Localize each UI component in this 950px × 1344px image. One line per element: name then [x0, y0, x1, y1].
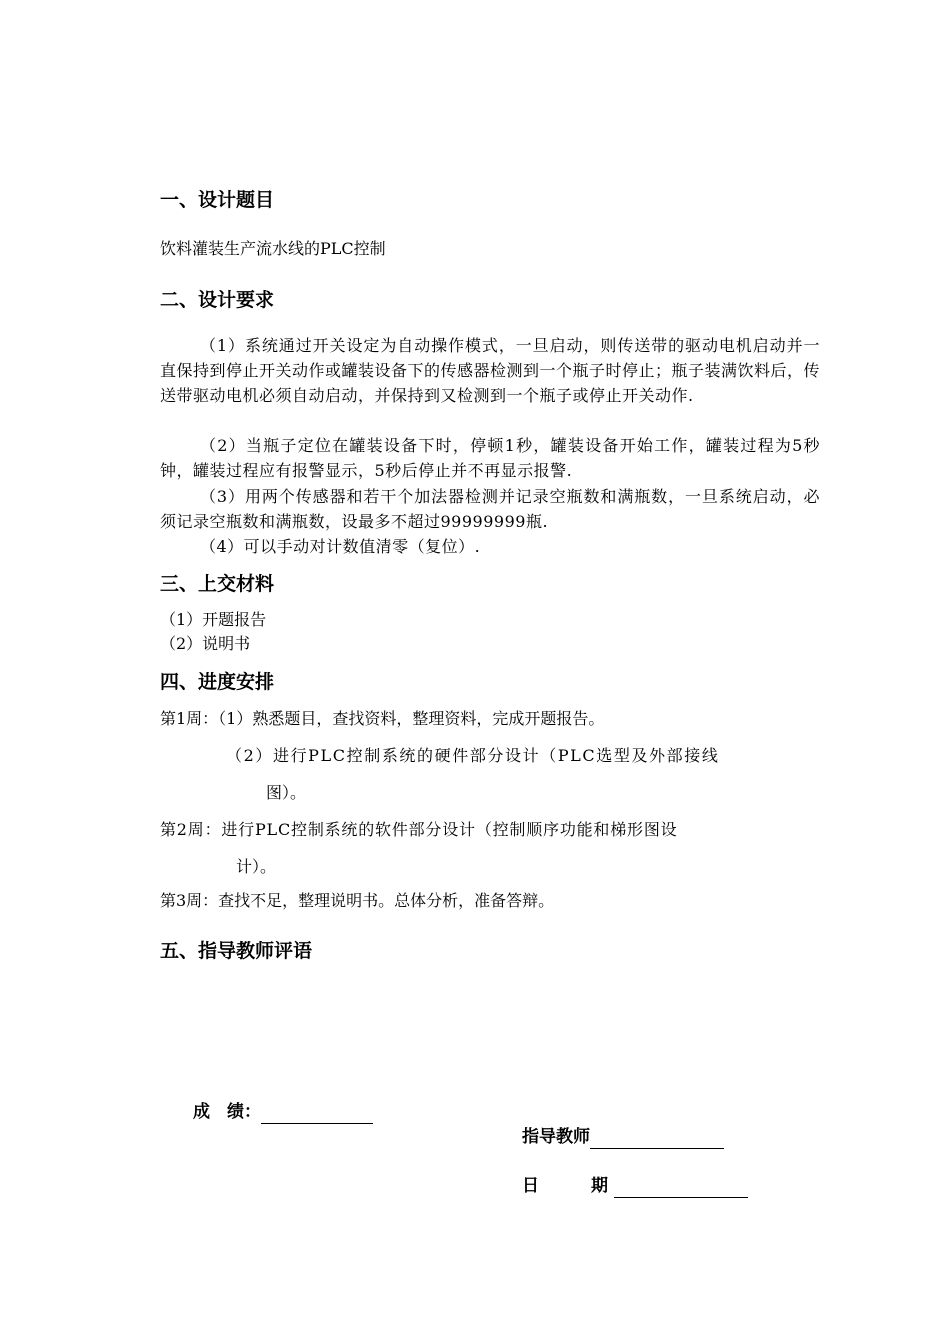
schedule-week-2-cont: 计）。 [236, 857, 277, 876]
date-blank-line [614, 1177, 748, 1198]
requirement-4: （4）可以手动对计数值清零（复位）. [200, 537, 481, 556]
section-4-heading: 四、进度安排 [160, 671, 275, 693]
grade-field [193, 1100, 373, 1124]
advisor-blank-line [590, 1128, 724, 1149]
schedule-week-2: 第2周：进行PLC控制系统的软件部分设计（控制顺序功能和梯形图设 [160, 820, 678, 839]
advisor-label: 指导教师 [522, 1127, 590, 1147]
date-label: 日 期 [522, 1176, 614, 1196]
grade-blank-line [261, 1103, 373, 1124]
requirement-1: （1）系统通过开关设定为自动操作模式，一旦启动，则传送带的驱动电机启动并一直保持到停止开关动作或罐装设备下的传感器检测到一个瓶子时停止；瓶子装满饮料后，传送带驱动电机必须自动启动，并保持到又检测到一个瓶子或停止开关动作. [160, 336, 821, 405]
date-field [522, 1174, 748, 1198]
schedule-week-1: 第1周：（1）熟悉题目，查找资料，整理资料，完成开题报告。 [160, 709, 605, 728]
schedule-week-1-item-2-cont: 图）。 [266, 783, 307, 802]
schedule-week-3: 第3周：查找不足，整理说明书。总体分析，准备答辩。 [160, 891, 555, 910]
material-item-1: （1）开题报告 [160, 610, 267, 629]
requirement-3: （3）用两个传感器和若干个加法器检测并记录空瓶数和满瓶数，一旦系统启动，必须记录空瓶数和满瓶数，设最多不超过99999999瓶. [160, 487, 820, 531]
grade-label: 成 绩： [193, 1102, 261, 1122]
section-1-heading: 一、设计题目 [160, 189, 275, 211]
section-5-heading: 五、指导教师评语 [160, 940, 313, 962]
section-2-heading: 二、设计要求 [160, 289, 275, 311]
material-item-2: （2）说明书 [160, 634, 251, 653]
requirement-2: （2）当瓶子定位在罐装设备下时，停顿1秒，罐装设备开始工作，罐装过程为5秒钟，罐装过程应有报警显示，5秒后停止并不再显示报警. [160, 436, 820, 480]
schedule-week-1-item-2: （2）进行PLC控制系统的硬件部分设计（PLC选型及外部接线 [226, 746, 720, 765]
section-3-heading: 三、上交材料 [160, 573, 275, 595]
advisor-field [522, 1125, 724, 1149]
design-topic-text: 饮料灌装生产流水线的PLC控制 [160, 239, 386, 258]
